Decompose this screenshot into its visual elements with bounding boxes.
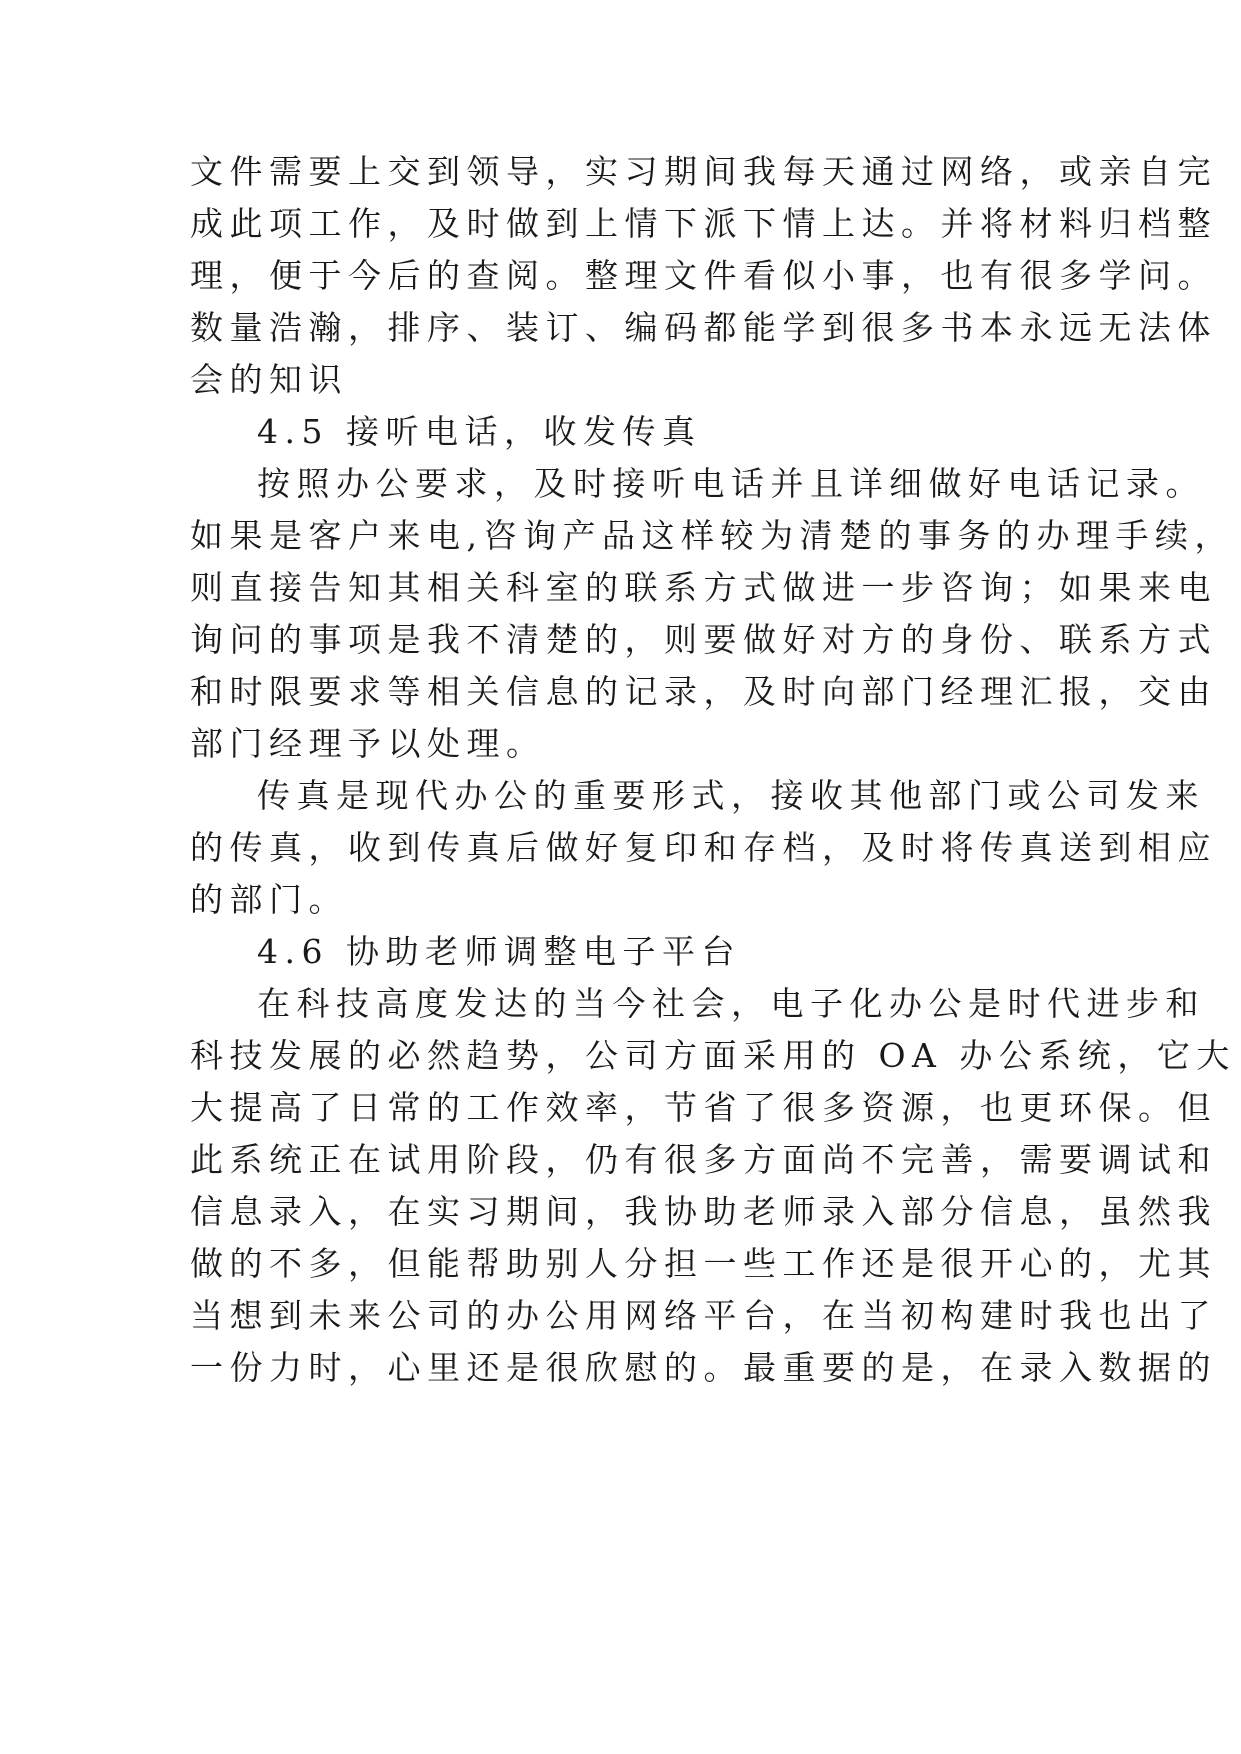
body-text-line: 大提高了日常的工作效率，节省了很多资源，也更环保。但 [190,1088,1217,1127]
body-text-line: 信息录入，在实习期间，我协助老师录入部分信息，虽然我 [190,1192,1217,1231]
body-text-line: 的传真，收到传真后做好复印和存档，及时将传真送到相应 [190,828,1217,867]
section-heading-4-5: 4.5 接听电话，收发传真 [257,412,702,451]
body-text-line: 数量浩瀚，排序、装订、编码都能学到很多书本永远无法体 [190,308,1217,347]
body-text-line: 和时限要求等相关信息的记录，及时向部门经理汇报，交由 [190,672,1217,711]
body-text-line: 理，便于今后的查阅。整理文件看似小事，也有很多学问。 [190,256,1217,295]
paragraph-first-line: 按照办公要求，及时接听电话并且详细做好电话记录。 [257,464,1205,503]
body-text-line: 如果是客户来电,咨询产品这样较为清楚的事务的办理手续， [190,516,1234,555]
paragraph-first-line: 传真是现代办公的重要形式，接收其他部门或公司发来 [257,776,1205,815]
body-text-line: 当想到未来公司的办公用网络平台，在当初构建时我也出了 [190,1296,1217,1335]
body-text-line: 文件需要上交到领导，实习期间我每天通过网络，或亲自完 [190,152,1217,191]
body-text-line: 询问的事项是我不清楚的，则要做好对方的身份、联系方式 [190,620,1217,659]
paragraph-first-line: 在科技高度发达的当今社会，电子化办公是时代进步和 [257,984,1205,1023]
body-text-line: 一份力时，心里还是很欣慰的。最重要的是，在录入数据的 [190,1348,1217,1387]
body-text-line: 则直接告知其相关科室的联系方式做进一步咨询；如果来电 [190,568,1217,607]
body-text-line: 此系统正在试用阶段，仍有很多方面尚不完善，需要调试和 [190,1140,1217,1179]
body-text-line: 科技发展的必然趋势，公司方面采用的 OA 办公系统，它大 [190,1036,1236,1075]
body-text-line: 会的知识 [190,360,348,399]
body-text-line: 部门经理予以处理。 [190,724,546,763]
body-text-line: 的部门。 [190,880,348,919]
section-heading-4-6: 4.6 协助老师调整电子平台 [257,932,741,971]
body-text-line: 成此项工作，及时做到上情下派下情上达。并将材料归档整 [190,204,1217,243]
body-text-line: 做的不多，但能帮助别人分担一些工作还是很开心的，尤其 [190,1244,1217,1283]
